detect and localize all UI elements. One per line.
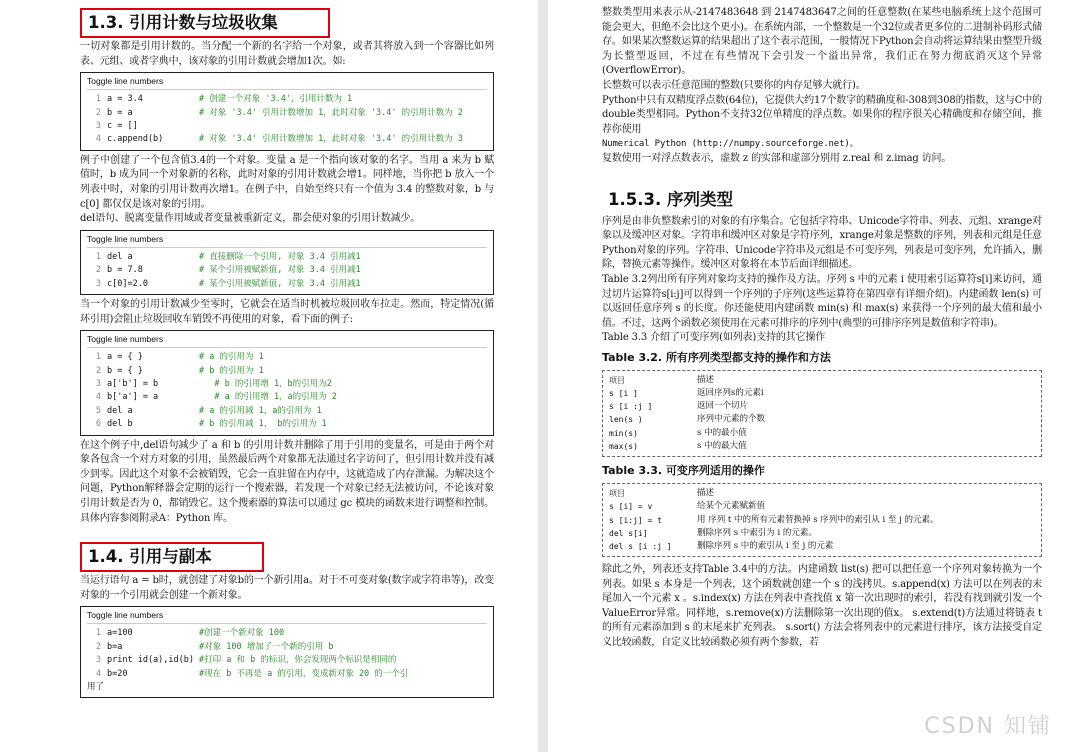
table-header-cell: 项目 bbox=[609, 489, 625, 499]
paragraph: 在这个例子中,del语句减少了 a 和 b 的引用计数并删除了用于引用的变量名，可是由于两个对象各包含一个对方对象的引用，虽然最后两个对象都无法通过名字访问了，但引用计数并没有减少到零。因此这个对象不会被销毁，它会一直驻留在内存中，这就造成了内存泄漏。为解决这个问题，Python解释器会定期的运行一个搜索器，若发现一个对象已经无法被访问，不论该对象引用计数是否为 0，都销毁它。这个搜索器的算法可以通过 gc 模块的函数来进行调整和控制。具体内容参阅附录A：Python 库。 bbox=[80, 439, 494, 524]
table-cell: 给某个元素赋新值 bbox=[697, 501, 766, 512]
code-line bbox=[87, 378, 487, 391]
table-cell: 序列中元素的个数 bbox=[697, 414, 766, 425]
paragraph: Table 3.3 介绍了可变序列(如列表)支持的其它操作 bbox=[602, 332, 826, 344]
code-comment: # 某个引用被赋新值, 对象 3.4 引用减1 bbox=[199, 265, 361, 276]
code-text: b = { } bbox=[107, 365, 143, 376]
line-number: 2 bbox=[95, 641, 101, 652]
line-number: 6 bbox=[95, 419, 101, 430]
code-comment: #现在 b 不再是 a 的引用，变成新对象 20 的一个引 bbox=[199, 668, 409, 679]
section-heading-1-5-3: 1.5.3. 序列类型 bbox=[608, 189, 733, 209]
paragraph: 长整数可以表示任意范围的整数(只要你的内存足够大就行)。 bbox=[602, 79, 866, 91]
code-line bbox=[87, 107, 487, 120]
code-comment: # b 的引用减 1， b的引用为 1 bbox=[199, 419, 327, 430]
code-comment: #创建一个新对象 100 bbox=[199, 628, 285, 639]
code-text: print id(a),id(b) bbox=[107, 655, 194, 666]
table-3-2 bbox=[602, 370, 1042, 457]
code-text: a = 3.4 bbox=[107, 94, 143, 105]
table-3-3 bbox=[602, 483, 1042, 557]
code-text: b = a bbox=[107, 107, 133, 118]
code-line bbox=[87, 251, 487, 264]
code-line bbox=[87, 120, 487, 133]
table-cell: 删除序列 s 中的索引从 i 至 j 的元素 bbox=[697, 540, 834, 551]
code-comment: # 对象 '3.4' 引用计数增加 1，此时对象 '3.4' 的引用计数为 2 bbox=[199, 107, 463, 118]
line-number: 1 bbox=[95, 94, 101, 105]
code-line bbox=[87, 133, 487, 146]
paragraph: 除此之外，列表还支持Table 3.4中的方法。内建函数 list(s) 把可以把任意一个序列对象转换为一个列表。如果 s 本身是一个列表，这个函数就创建一个 s 的浅拷贝。s.append(x) 方法可以在列表的末尾加入一个元素 x 。s.index(x) 方法在列表中查找值 x 第一次出现时的索引，若没有找到就引发一个ValueError异常。同样地，s.remove(x)方法删除第一次出现的值x。 s.extend(t)方法通过将链表 t 的所有元素添加到 s 的末尾来扩充列表。 s.sort() 方法会将列表中的元素进行排序，该方法接受自定义比较函数，自定义比较函数必须有两个参数，若 bbox=[602, 564, 1042, 649]
code-text: a=100 bbox=[107, 628, 133, 639]
table-caption: Table 3.2. 所有序列类型都支持的操作和方法 bbox=[602, 350, 831, 364]
code-block-1 bbox=[80, 72, 494, 151]
line-number: 2 bbox=[95, 107, 101, 118]
line-number: 3 bbox=[95, 379, 101, 389]
line-number: 4 bbox=[95, 134, 101, 145]
table-cell: s 中的最小值 bbox=[697, 427, 747, 438]
code-comment: # a 的引用为 1 bbox=[199, 352, 264, 363]
right-column bbox=[602, 6, 1042, 651]
table-row bbox=[609, 440, 1035, 453]
paragraph: 当一个对象的引用计数减少至零时，它就会在适当时机被垃圾回收车拉走。然而，特定情况(循环引用)会阻止垃圾回收车销毁不再使用的对象，看下面的例子: bbox=[80, 299, 494, 325]
code-line bbox=[87, 641, 487, 654]
code-line bbox=[87, 418, 487, 431]
table-row bbox=[609, 427, 1035, 440]
table-cell: s [i] = v bbox=[609, 502, 653, 512]
paragraph: 整数类型用来表示从-2147483648 到 2147483647之间的任意整数(在某些电脑系统上这个范围可能会更大，但绝不会比这个更小)。在系统内部，一个整数是一个32位或者更多位的二进制补码形式储存。如果某次整数运算的结果超出了这个表示范围，一般情况下Python会自动将运算结果由整型升级为长整型返回，不过在有些情况下会引发一个溢出异常，我们正在努力彻底消灭这个异常(OverflowError)。 bbox=[602, 7, 1042, 77]
code-text: del a bbox=[107, 405, 133, 416]
line-number: 2 bbox=[95, 265, 101, 276]
paragraph: 例子中创建了一个包含值3.4的一个对象。变量 a 是一个指向该对象的名字。当用 a 来为 b 赋值时，b 成为同一个对象新的名称，此时对象的引用计数就会增1。同样地，当你把 b 放入一个列表中时，对象的引用计数再次增1。在例子中，自始至终只有一个值为 3.4 的整数对象，b 与 c[0] 都仅仅是该对象的引用。 bbox=[80, 154, 494, 210]
table-row bbox=[609, 400, 1035, 413]
code-text: b = 7.8 bbox=[107, 265, 143, 276]
code-comment: # 创建一个对象 '3.4'，引用计数为 1 bbox=[199, 94, 353, 105]
code-comment: # a 的引用减 1，a的引用为 1 bbox=[199, 405, 322, 416]
table-header-row bbox=[609, 487, 1035, 500]
code-comment: # 直接删除一个引用, 对象 3.4 引用减1 bbox=[199, 251, 361, 262]
table-header-row bbox=[609, 374, 1035, 387]
section-heading-1-3: 1.3. 引用计数与垃圾收集 bbox=[80, 8, 330, 38]
code-line bbox=[87, 627, 487, 640]
code-lines bbox=[87, 627, 487, 681]
left-page bbox=[0, 0, 538, 752]
line-number: 5 bbox=[95, 405, 101, 416]
section-heading-1-4: 1.4. 引用与副本 bbox=[80, 542, 264, 572]
code-comment: #打印 a 和 b 的标识，你会发现两个标识是相同的 bbox=[199, 655, 397, 666]
code-line bbox=[87, 264, 487, 277]
code-block-3 bbox=[80, 330, 494, 435]
line-number: 1 bbox=[95, 352, 101, 363]
table-cell: s 中的最大值 bbox=[697, 440, 747, 451]
table-row bbox=[609, 387, 1035, 400]
toggle-line-numbers-link[interactable]: Toggle line numbers bbox=[87, 333, 487, 348]
paragraph: 序列是由非负整数索引的对象的有序集合。它包括字符串、Unicode字符串、列表、元组、xrange对象以及缓冲区对象。字符串和缓冲区对象是字符序列，xrange对象是整数的序列，列表和元组是任意Python对象的序列。字符串、Unicode字符串及元组是不可变序列，列表是可变序列，允许插入，删除，替换元素等操作。缓冲区对象将在本节后面详细描述。 bbox=[602, 215, 1042, 271]
toggle-line-numbers-link[interactable]: Toggle line numbers bbox=[87, 75, 487, 90]
table-row bbox=[609, 514, 1035, 527]
code-text: b=a bbox=[107, 641, 123, 652]
code-comment: # b 的引用为 1 bbox=[199, 365, 264, 376]
code-wrap-line: 用了 bbox=[87, 682, 105, 692]
line-number: 1 bbox=[95, 251, 101, 262]
paragraph: 复数使用一对浮点数表示，虚数 z 的实部和虚部分别用 z.real 和 z.imag 访问。 bbox=[602, 152, 952, 164]
table-row bbox=[609, 413, 1035, 426]
code-line bbox=[87, 365, 487, 378]
code-comment: # 某个引用被赋新值, 对象 3.4 引用减1 bbox=[199, 278, 361, 289]
code-line bbox=[87, 351, 487, 364]
code-line bbox=[87, 654, 487, 667]
table-cell: s [i:j] = t bbox=[609, 515, 662, 525]
table-cell: 用 序列 t 中的所有元素替换掉 s 序列中的索引从 i 至 j 的元素。 bbox=[697, 514, 939, 525]
toggle-line-numbers-link[interactable]: Toggle line numbers bbox=[87, 609, 487, 624]
code-text: del b bbox=[107, 419, 133, 430]
table-cell: s [i :j ] bbox=[609, 402, 653, 412]
right-page bbox=[548, 0, 1080, 752]
table-header-cell: 项目 bbox=[609, 375, 625, 385]
code-text: b['a'] = a bbox=[107, 392, 159, 403]
table-header-cell: 描述 bbox=[697, 374, 715, 385]
code-lines bbox=[87, 93, 487, 147]
code-comment: # b 的引用增 1，b的引用为2 bbox=[199, 379, 332, 389]
line-number: 4 bbox=[95, 668, 101, 679]
table-cell: min(s) bbox=[609, 428, 638, 438]
page-gutter bbox=[538, 0, 548, 752]
table-cell: 删除序列 s 中索引为 i 的元素。 bbox=[697, 527, 817, 538]
code-block-2 bbox=[80, 230, 494, 295]
line-number: 4 bbox=[95, 392, 101, 403]
paragraph: 一切对象都是引用计数的。当分配一个新的名字给一个对象，或者其将放入到一个容器比如列表、元组、或者字典中，该对象的引用计数就会增加1次。如: bbox=[80, 41, 494, 67]
code-block-4 bbox=[80, 606, 494, 698]
table-cell: 返回一个切片 bbox=[697, 401, 749, 412]
code-line bbox=[87, 668, 487, 681]
code-line bbox=[87, 93, 487, 106]
table-cell: del s[i] bbox=[609, 528, 648, 538]
code-line bbox=[87, 391, 487, 404]
code-text: c[0]=2.0 bbox=[107, 278, 148, 289]
table-cell: s [i ] bbox=[609, 389, 638, 399]
left-column bbox=[80, 6, 494, 701]
line-number: 2 bbox=[95, 365, 101, 376]
code-line bbox=[87, 278, 487, 291]
table-row bbox=[609, 500, 1035, 513]
code-comment: #对象 100 增加了一个新的引用 b bbox=[199, 641, 334, 652]
paragraph: Numerical Python (http://numpy.sourceforge.net)。 bbox=[602, 139, 859, 150]
table-cell: del s [i :j ] bbox=[609, 541, 672, 551]
line-number: 3 bbox=[95, 278, 101, 289]
line-number: 3 bbox=[95, 121, 101, 131]
paragraph: Table 3.2列出所有序列对象均支持的操作及方法。序列 s 中的元素 i 使用索引运算符s[i]来访问，通过切片运算符s[i:j]可以得到一个序列的子序列(这些运算符在第四章有详细介绍)。内建函数 len(s) 可以返回任意序列 s 的长度。你还能使用内建函数 min(s) 和 max(s) 来获得一个序列的最大值和最小值。不过，这两个函数必须使用在元素可排序的序列中(典型的可排序序列是数值和字符串)。 bbox=[602, 273, 1042, 329]
line-number: 1 bbox=[95, 628, 101, 639]
table-cell: max(s) bbox=[609, 441, 638, 451]
code-text: c.append(b) bbox=[107, 134, 164, 145]
code-text: b=20 bbox=[107, 668, 128, 679]
table-cell: 返回序列s的元素i bbox=[697, 388, 764, 399]
code-text: del a bbox=[107, 251, 133, 262]
code-line bbox=[87, 405, 487, 418]
paragraph: Python中只有双精度浮点数(64位)，它提供大约17个数字的精确度和-308到308的指数，这与C中的double类型相同。Python不支持32位单精度的浮点数。如果你的程序很关心精确度和存储空间，推荐你使用 bbox=[602, 94, 1042, 135]
table-row bbox=[609, 527, 1035, 540]
table-cell: len(s ) bbox=[609, 415, 643, 425]
line-number: 3 bbox=[95, 655, 101, 666]
code-text: c = [] bbox=[107, 121, 138, 131]
table-caption: Table 3.3. 可变序列适用的操作 bbox=[602, 464, 765, 478]
toggle-line-numbers-link[interactable]: Toggle line numbers bbox=[87, 233, 487, 248]
code-lines bbox=[87, 251, 487, 291]
paragraph: del语句、脱离变量作用域或者变量被重新定义，都会使对象的引用计数减少。 bbox=[80, 213, 421, 225]
code-text: a = { } bbox=[107, 352, 143, 363]
table-row bbox=[609, 540, 1035, 553]
watermark: CSDN 知铺 bbox=[924, 714, 1052, 739]
code-comment: # a 的引用增 1，a的引用为 2 bbox=[199, 392, 337, 403]
table-header-cell: 描述 bbox=[697, 488, 715, 499]
code-lines bbox=[87, 351, 487, 431]
code-comment: # 对象 '3.4' 引用计数增加 1，此时对象 '3.4' 的引用计数为 3 bbox=[199, 134, 463, 145]
code-text: a['b'] = b bbox=[107, 379, 159, 389]
paragraph: 当运行语句 a = b时，就创建了对象b的一个新引用a。对于不可变对象(数字或字符串等)，改变对象的一个引用就会创建一个新对象。 bbox=[80, 575, 494, 601]
